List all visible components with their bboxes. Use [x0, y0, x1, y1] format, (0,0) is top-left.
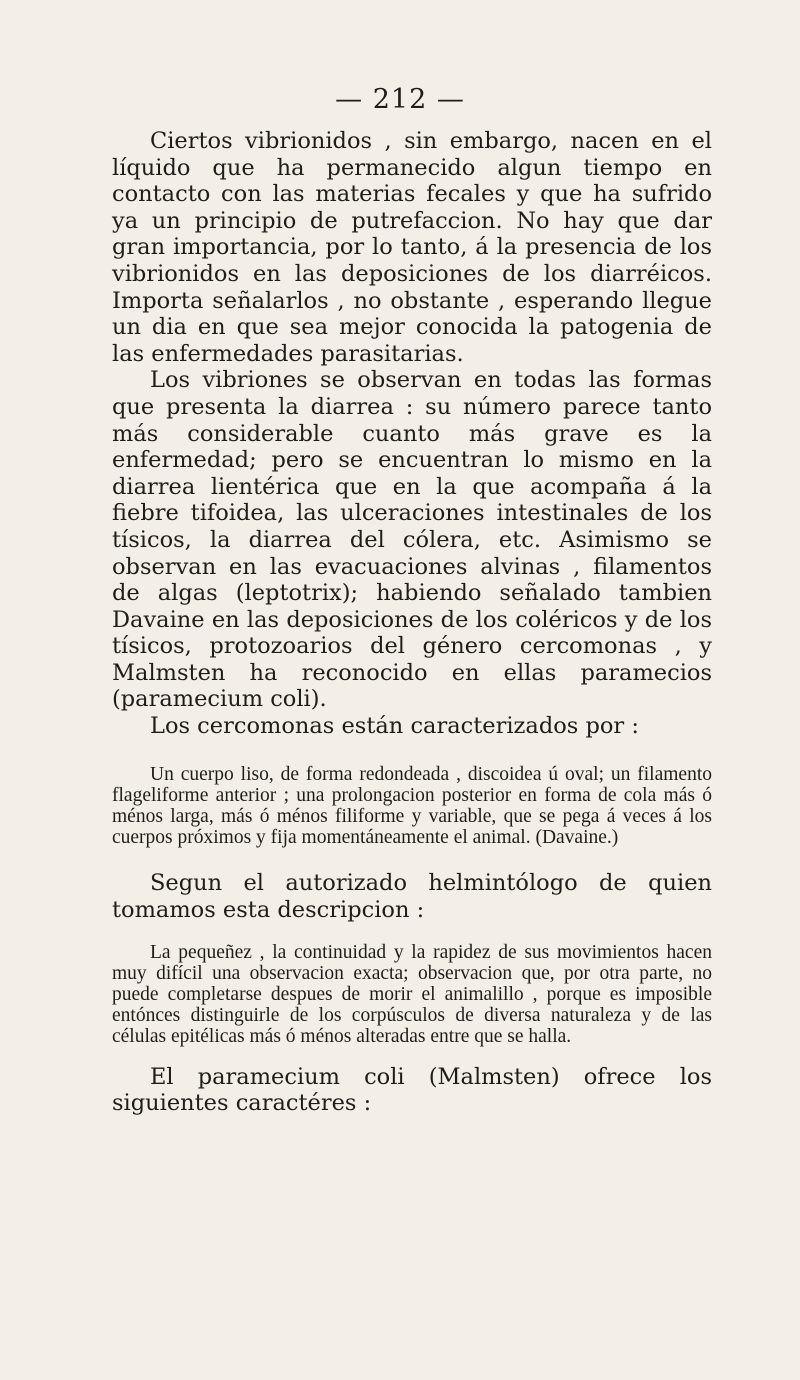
paragraph-cercomonas-intro: Los cercomonas están caracterizados por : [150, 713, 639, 740]
paragraph-vibrionidos: Ciertos vibrionidos , sin embargo, nacen en el líquido que ha permanecido algun tiempo en contacto con las materias fecales y que ha sufrido ya un principio de putrefaccion. No hay que dar gran importancia, por lo tanto, á la presencia de los vibrionidos en las deposiciones de los diarréicos. Importa señalarlos , no obstante , esperando llegue un dia en que sea mejor conocida la patogenia de las enfermedades parasitarias. [112, 128, 712, 367]
paragraph-vibriones-diarrea: Los vibriones se observan en todas las formas que presenta la diarrea : su número parece tanto más considerable cuanto más grave es la enfermedad; pero se encuentran lo mismo en la diarrea lientérica que en la que acompaña á la fiebre tifoidea, las ulceraciones intestinales de los tísicos, la diarrea del cólera, etc. Asimismo se observan en las evacuaciones alvinas , filamentos de algas (leptotrix); habiendo señalado tambien Davaine en las deposiciones de los coléricos y de los tísicos, protozoarios del género cercomonas , y Malmsten ha reconocido en ellas paramecios (paramecium coli). [112, 367, 712, 713]
page-number-header: — 212 — [335, 84, 465, 115]
paragraph-helmintologo: Segun el autorizado helmintólogo de quien tomamos esta descripcion : [112, 870, 712, 924]
page-body [112, 128, 712, 1117]
quote-observacion: La pequeñez , la continuidad y la rapidez de sus movimientos hacen muy difícil una observacion exacta; observacion que, por otra parte, no puede completarse despues de morir el animalillo , porque es imposible entónces distinguirle de los corpúsculos de diversa naturaleza y de las células epitélicas más ó ménos alteradas entre que se halla. [112, 941, 712, 1048]
quote-davaine-description: Un cuerpo liso, de forma redondeada , discoidea ú oval; un filamento flageliforme anterior ; una prolongacion posterior en forma de cola más ó ménos larga, más ó ménos filiforme y variable, que se pega á veces á los cuerpos próximos y fija momentáneamente el animal. (Davaine.) [112, 763, 712, 849]
paragraph-paramecium-coli: El paramecium coli (Malmsten) ofrece los siguientes caractéres : [112, 1063, 712, 1117]
